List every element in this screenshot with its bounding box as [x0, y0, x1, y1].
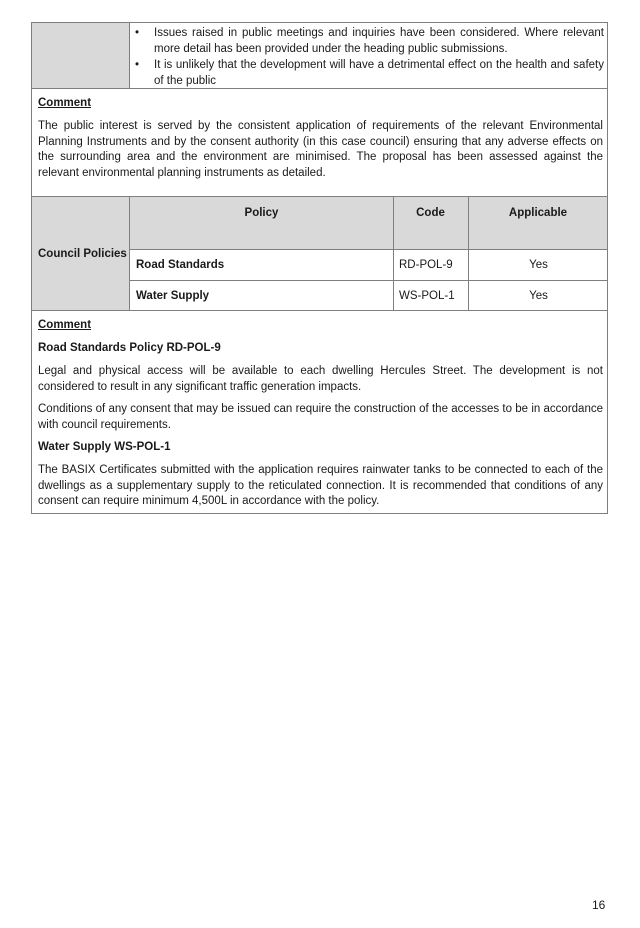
road-standards-paragraph-1: Legal and physical access will be available to each dwelling Hercules Street. The development is not considered to result in any significant traffic generation impacts. [38, 365, 603, 393]
policy-column-header: Policy [244, 207, 279, 219]
policy-table-header-row [130, 197, 607, 249]
road-standards-heading: Road Standards Policy RD-POL-9 [38, 342, 221, 354]
policy-row-1-code: RD-POL-9 [399, 259, 453, 271]
road-standards-paragraph-2: Conditions of any consent that may be issued can require the construction of the accesses to be in accordance with council requirements. [38, 403, 603, 431]
applicable-column-header: Applicable [508, 207, 568, 219]
policy-row-1-policy: Road Standards [136, 259, 225, 271]
policy-row-2-policy: Water Supply [136, 289, 210, 302]
water-supply-heading: Water Supply WS-POL-1 [38, 441, 171, 453]
bullet-list [132, 26, 604, 90]
code-column-header: Code [416, 207, 445, 219]
label-cell-shaded [32, 23, 129, 88]
comment-text: The public interest is served by the consistent application of requirements of the relevant Environmental Planning Instruments and by the consent authority (in this case council) ensuring that any adverse effects on the surrounding area and the environment are minimised. The proposal has been assessed against the relevant environmental planning instruments as detailed. [38, 120, 603, 179]
policy-row-2-applicable: Yes [529, 289, 548, 302]
council-policies-label: Council Policies [38, 247, 127, 260]
policy-row-2-code: WS-POL-1 [399, 289, 455, 302]
policy-comment-heading: Comment [38, 319, 92, 331]
water-supply-paragraph: The BASIX Certificates submitted with the application requires rainwater tanks to be connected to each of the dwellings as a supplementary supply to the reticulated connection. It is recommended that conditions of any consent can require minimum 4,500L in accordance with the policy. [38, 464, 603, 508]
list-item: • It is unlikely that the development will have a detrimental effect on the health and safety of the public [135, 59, 604, 87]
list-item: • Issues raised in public meetings and inquiries have been considered. Where relevant more detail has been provided under the heading public submissions. [135, 27, 604, 55]
page-number: 16 [592, 898, 606, 912]
assessment-table [31, 22, 608, 514]
policy-row-1-applicable: Yes [529, 259, 548, 271]
comment-heading: Comment [38, 97, 92, 109]
